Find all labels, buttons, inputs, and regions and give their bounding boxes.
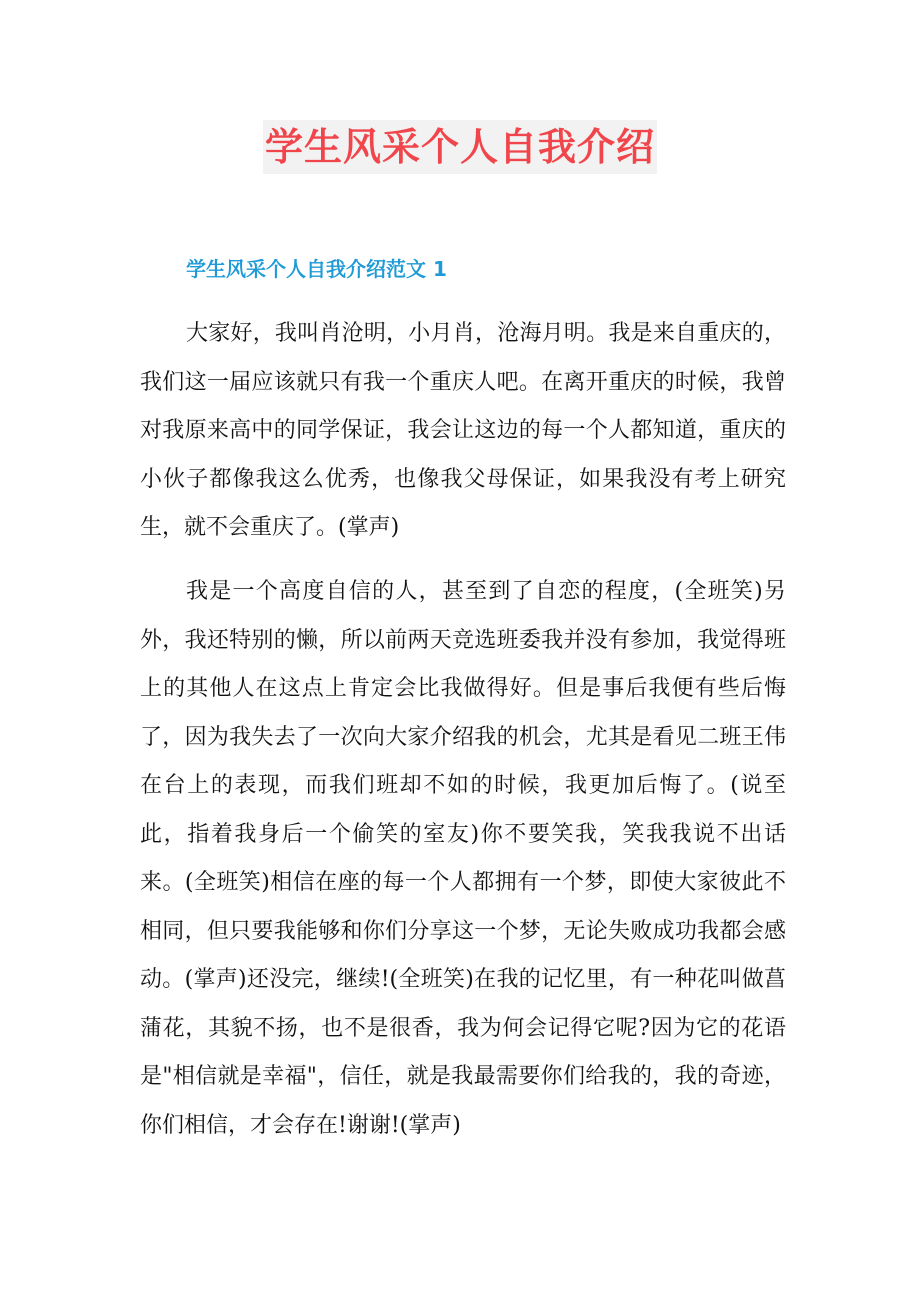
document-title: 学生风采个人自我介绍 — [263, 120, 657, 174]
title-container — [0, 120, 920, 174]
section-heading: 学生风采个人自我介绍范文 1 — [186, 257, 447, 281]
body-paragraph-2: 我是一个高度自信的人，甚至到了自恋的程度，(全班笑)另外，我还特别的懒，所以前两天竞选班委我并没有参加，我觉得班上的其他人在这点上肯定会比我做得好。但是事后我便有些后悔了，因为我失去了一次向大家介绍我的机会，尤其是看见二班王伟在台上的表现，而我们班却不如的时候，我更加后悔了。(说至此，指着我身后一个偷笑的室友)你不要笑我，笑我我说不出话来。(全班笑)相信在座的每一个人都拥有一个梦，即使大家彼此不相同，但只要我能够和你们分享这一个梦，无论失败成功我都会感动。(掌声)还没完，继续!(全班笑)在我的记忆里，有一种花叫做菖蒲花，其貌不扬，也不是很香，我为何会记得它呢?因为它的花语是"相信就是幸福"，信任，就是我最需要你们给我的，我的奇迹，你们相信，才会存在!谢谢!(掌声) — [140, 579, 786, 1138]
body-paragraph-1: 大家好，我叫肖沧明，小月肖，沧海月明。我是来自重庆的，我们这一届应该就只有我一个重庆人吧。在离开重庆的时候，我曾对我原来高中的同学保证，我会让这边的每一个人都知道，重庆的小伙子都像我这么优秀，也像我父母保证，如果我没有考上研究生，就不会重庆了。(掌声) — [140, 321, 786, 540]
